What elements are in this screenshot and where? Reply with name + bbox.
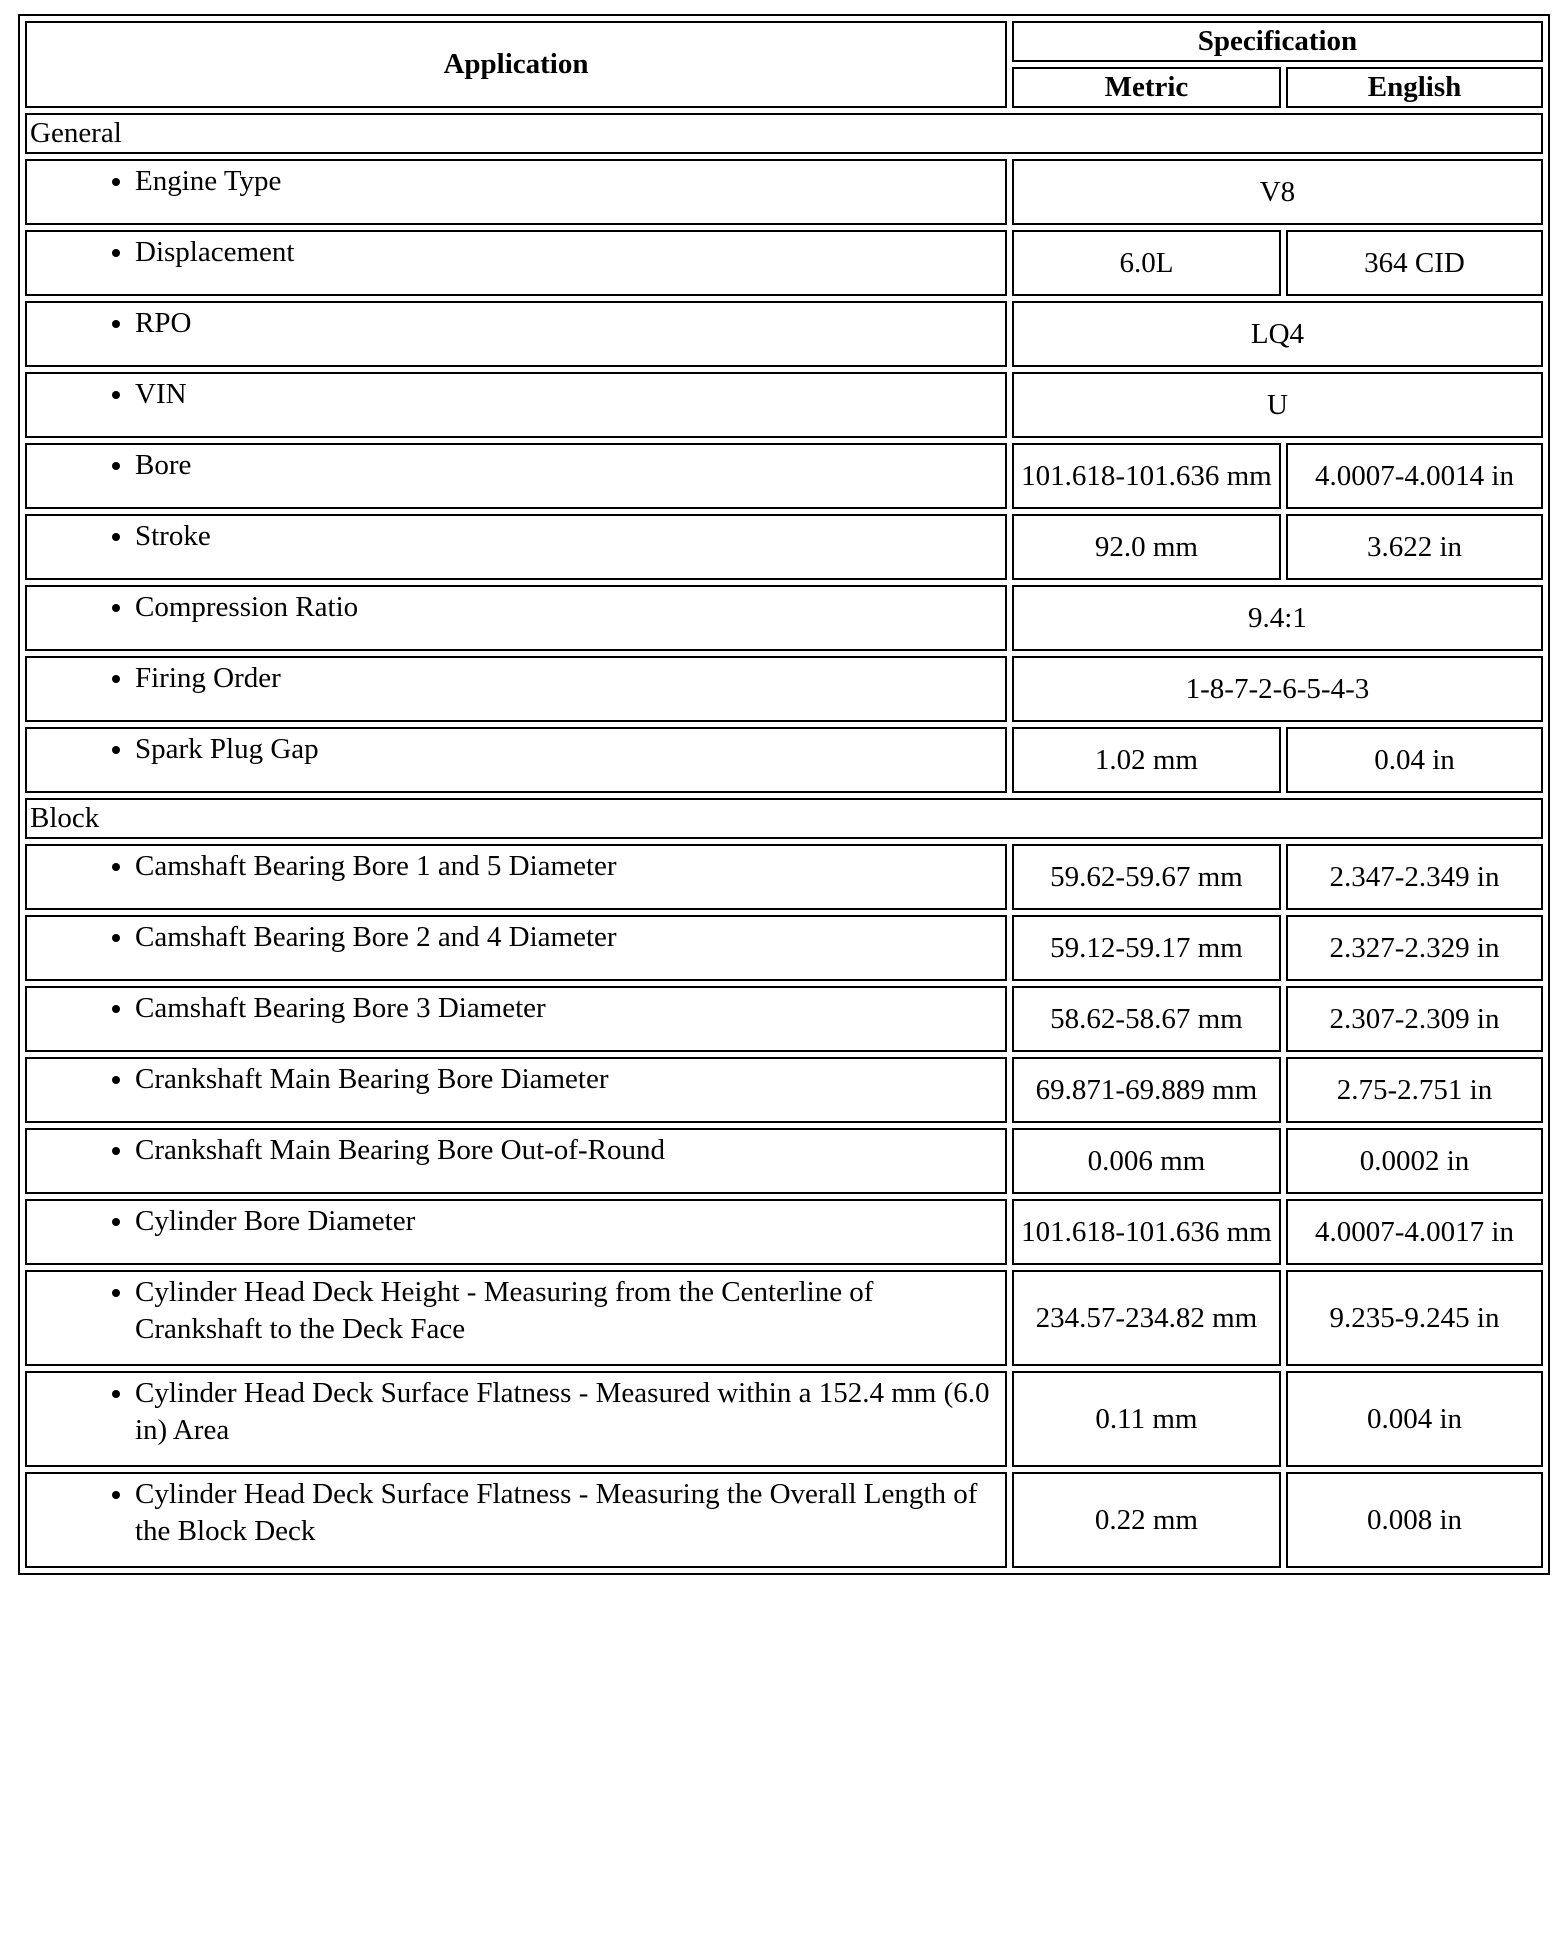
application-cell bbox=[25, 1057, 1007, 1123]
spec-value: 9.4:1 bbox=[1012, 585, 1543, 651]
application-cell bbox=[25, 585, 1007, 651]
bullet-list bbox=[33, 919, 999, 956]
application-cell bbox=[25, 844, 1007, 910]
english-value: 3.622 in bbox=[1286, 514, 1543, 580]
english-value: 2.75-2.751 in bbox=[1286, 1057, 1543, 1123]
metric-value: 92.0 mm bbox=[1012, 514, 1281, 580]
header-application: Application bbox=[25, 21, 1007, 108]
bullet-list bbox=[33, 848, 999, 885]
bullet-list bbox=[33, 376, 999, 413]
header-english: English bbox=[1286, 67, 1543, 108]
table-row bbox=[25, 159, 1543, 225]
table-row bbox=[25, 1472, 1543, 1568]
english-value: 0.008 in bbox=[1286, 1472, 1543, 1568]
application-cell bbox=[25, 986, 1007, 1052]
metric-value: 58.62-58.67 mm bbox=[1012, 986, 1281, 1052]
table-row bbox=[25, 230, 1543, 296]
bullet-list bbox=[33, 305, 999, 342]
application-cell bbox=[25, 1270, 1007, 1366]
table-row bbox=[25, 301, 1543, 367]
table-row bbox=[25, 656, 1543, 722]
english-value: 0.004 in bbox=[1286, 1371, 1543, 1467]
bullet-list bbox=[33, 589, 999, 626]
english-value: 9.235-9.245 in bbox=[1286, 1270, 1543, 1366]
english-value: 4.0007-4.0017 in bbox=[1286, 1199, 1543, 1265]
section-title: Block bbox=[25, 798, 1543, 839]
application-label: • Crankshaft Main Bearing Bore Out-of-Round bbox=[135, 1132, 999, 1169]
application-label: • Camshaft Bearing Bore 3 Diameter bbox=[135, 990, 999, 1027]
application-label: • Crankshaft Main Bearing Bore Diameter bbox=[135, 1061, 999, 1098]
metric-value: 0.006 mm bbox=[1012, 1128, 1281, 1194]
application-cell bbox=[25, 372, 1007, 438]
section-row bbox=[25, 113, 1543, 154]
spec-value: LQ4 bbox=[1012, 301, 1543, 367]
bullet-list bbox=[33, 1203, 999, 1240]
bullet-list bbox=[33, 1061, 999, 1098]
table-row bbox=[25, 514, 1543, 580]
application-label: • Firing Order bbox=[135, 660, 999, 697]
metric-value: 6.0L bbox=[1012, 230, 1281, 296]
bullet-list bbox=[33, 1476, 999, 1550]
table-row bbox=[25, 727, 1543, 793]
application-label: • Cylinder Bore Diameter bbox=[135, 1203, 999, 1240]
application-cell bbox=[25, 1128, 1007, 1194]
application-label: • Camshaft Bearing Bore 2 and 4 Diameter bbox=[135, 919, 999, 956]
section-title: General bbox=[25, 113, 1543, 154]
english-value: 364 CID bbox=[1286, 230, 1543, 296]
english-value: 2.327-2.329 in bbox=[1286, 915, 1543, 981]
application-label: • Displacement bbox=[135, 234, 999, 271]
application-cell bbox=[25, 1199, 1007, 1265]
application-cell bbox=[25, 1472, 1007, 1568]
application-cell bbox=[25, 1371, 1007, 1467]
metric-value: 101.618-101.636 mm bbox=[1012, 1199, 1281, 1265]
table-row bbox=[25, 1371, 1543, 1467]
application-cell bbox=[25, 915, 1007, 981]
section-row bbox=[25, 798, 1543, 839]
table-row bbox=[25, 1128, 1543, 1194]
application-label: • Engine Type bbox=[135, 163, 999, 200]
application-label: • Cylinder Head Deck Surface Flatness - Measured within a 152.4 mm (6.0 in) Area bbox=[135, 1375, 999, 1449]
application-cell bbox=[25, 230, 1007, 296]
metric-value: 69.871-69.889 mm bbox=[1012, 1057, 1281, 1123]
table-row bbox=[25, 443, 1543, 509]
table-row bbox=[25, 372, 1543, 438]
application-label: • Stroke bbox=[135, 518, 999, 555]
bullet-list bbox=[33, 234, 999, 271]
metric-value: 1.02 mm bbox=[1012, 727, 1281, 793]
header-metric: Metric bbox=[1012, 67, 1281, 108]
bullet-list bbox=[33, 731, 999, 768]
bullet-list bbox=[33, 447, 999, 484]
english-value: 0.0002 in bbox=[1286, 1128, 1543, 1194]
application-label: • Bore bbox=[135, 447, 999, 484]
metric-value: 59.62-59.67 mm bbox=[1012, 844, 1281, 910]
application-label: • RPO bbox=[135, 305, 999, 342]
english-value: 2.347-2.349 in bbox=[1286, 844, 1543, 910]
metric-value: 234.57-234.82 mm bbox=[1012, 1270, 1281, 1366]
bullet-list bbox=[33, 518, 999, 555]
bullet-list bbox=[33, 1375, 999, 1449]
english-value: 0.04 in bbox=[1286, 727, 1543, 793]
application-label: • Cylinder Head Deck Height - Measuring from the Centerline of Crankshaft to the Deck Face bbox=[135, 1274, 999, 1348]
bullet-list bbox=[33, 660, 999, 697]
table-row bbox=[25, 1057, 1543, 1123]
application-cell bbox=[25, 727, 1007, 793]
bullet-list bbox=[33, 1132, 999, 1169]
table-row bbox=[25, 986, 1543, 1052]
metric-value: 59.12-59.17 mm bbox=[1012, 915, 1281, 981]
english-value: 2.307-2.309 in bbox=[1286, 986, 1543, 1052]
application-label: • Camshaft Bearing Bore 1 and 5 Diameter bbox=[135, 848, 999, 885]
table-row bbox=[25, 844, 1543, 910]
application-label: • VIN bbox=[135, 376, 999, 413]
bullet-list bbox=[33, 163, 999, 200]
application-label: • Compression Ratio bbox=[135, 589, 999, 626]
application-cell bbox=[25, 443, 1007, 509]
table-row bbox=[25, 1270, 1543, 1366]
metric-value: 0.11 mm bbox=[1012, 1371, 1281, 1467]
application-cell bbox=[25, 514, 1007, 580]
spec-value: V8 bbox=[1012, 159, 1543, 225]
application-cell bbox=[25, 159, 1007, 225]
english-value: 4.0007-4.0014 in bbox=[1286, 443, 1543, 509]
table-row bbox=[25, 1199, 1543, 1265]
spec-value: 1-8-7-2-6-5-4-3 bbox=[1012, 656, 1543, 722]
spec-table bbox=[18, 14, 1550, 1575]
metric-value: 101.618-101.636 mm bbox=[1012, 443, 1281, 509]
spec-body bbox=[25, 113, 1543, 1568]
table-row bbox=[25, 915, 1543, 981]
application-cell bbox=[25, 656, 1007, 722]
table-row bbox=[25, 585, 1543, 651]
application-label: • Cylinder Head Deck Surface Flatness - Measuring the Overall Length of the Block Deck bbox=[135, 1476, 999, 1550]
bullet-list bbox=[33, 990, 999, 1027]
metric-value: 0.22 mm bbox=[1012, 1472, 1281, 1568]
application-cell bbox=[25, 301, 1007, 367]
spec-value: U bbox=[1012, 372, 1543, 438]
header-specification: Specification bbox=[1012, 21, 1543, 62]
bullet-list bbox=[33, 1274, 999, 1348]
application-label: • Spark Plug Gap bbox=[135, 731, 999, 768]
